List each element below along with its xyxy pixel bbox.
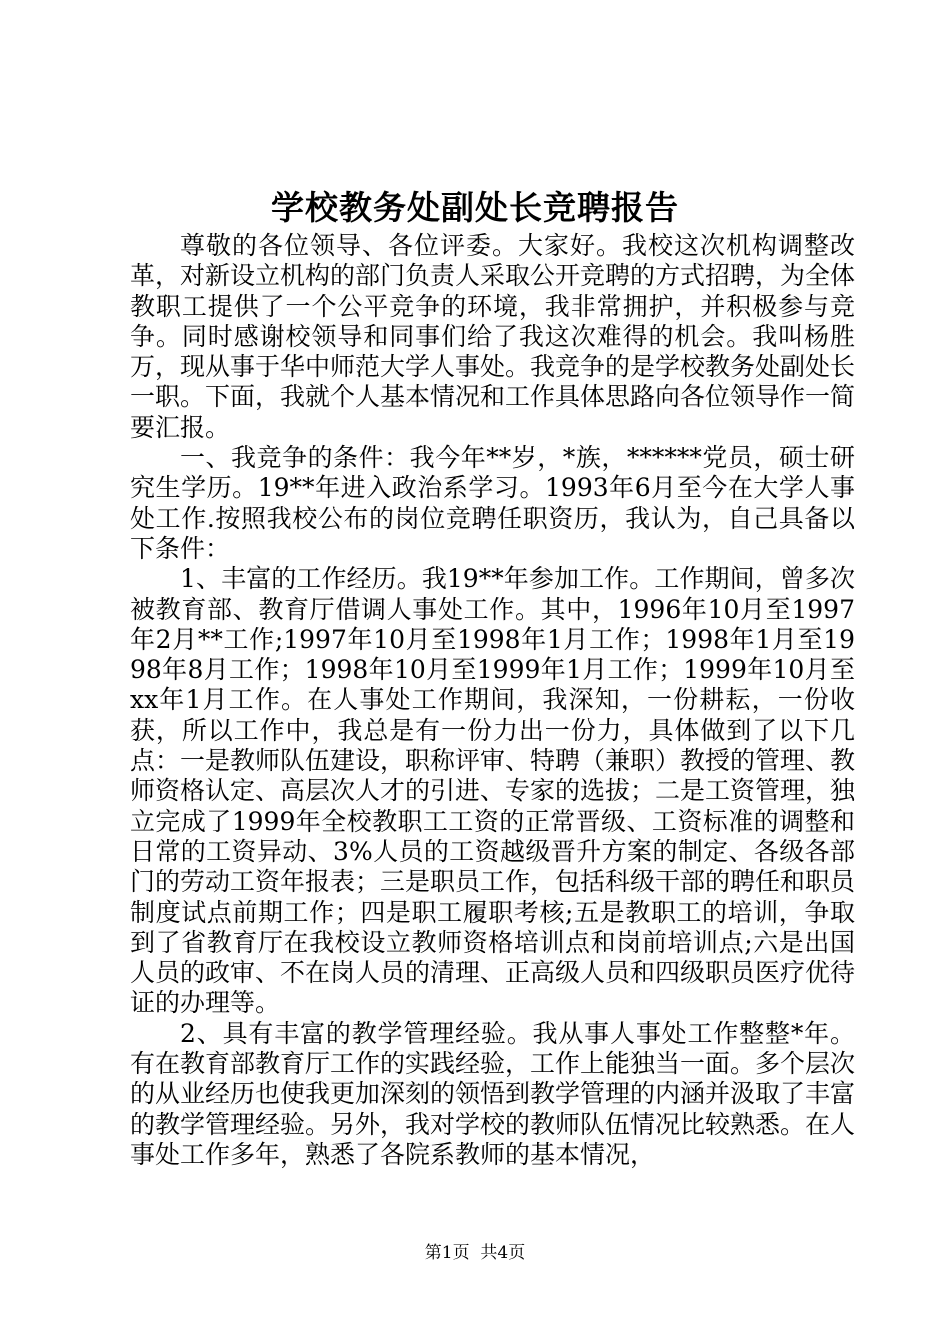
page-footer [0, 1241, 950, 1265]
page-number: 第1页 [424, 1243, 470, 1263]
paragraph-greeting: 尊敬的各位领导、各位评委。大家好。我校这次机构调整改革，对新设立机构的部门负责人采取公开竞聘的方式招聘，为全体教职工提供了一个公平竞争的环境，我非常拥护，并积极参与竞争。同时感谢校领导和同事们给了我这次难得的机会。我叫杨胜万，现从事于华中师范大学人事处。我竞争的是学校教务处副处长一职。下面，我就个人基本情况和工作具体思路向各位领导作一简要汇报。 [130, 231, 856, 442]
paragraph-conditions: 一、我竞争的条件：我今年**岁，*族，******党员，硕士研究生学历。19**年进入政治系学习。1993年6月至今在大学人事处工作.按照我校公布的岗位竞聘任职资历，我认为，自己具备以下条件： [130, 443, 855, 563]
paragraph-management-experience: 2、具有丰富的教学管理经验。我从事人事处工作整整*年。有在教育部教育厅工作的实践经验，工作上能独当一面。多个层次的从业经历也使我更加深刻的领悟到教学管理的内涵并汲取了丰富的教学管理经验。另外，我对学校的教师队伍情况比较熟悉。在人事处工作多年，熟悉了各院系教师的基本情况， [130, 1018, 856, 1169]
document-title: 学校教务处副处长竞聘报告 [271, 188, 679, 227]
paragraph-work-experience: 1、丰富的工作经历。我19**年参加工作。工作期间，曾多次被教育部、教育厅借调人事处工作。其中，1996年10月至1997年2月**工作;1997年10月至1998年1月工作；1998年1月至1998年8月工作；1998年10月至1999年1月工作；1999年10月至xx年1月工作。在人事处工作期间，我深知，一份耕耘，一份收获，所以工作中，我总是有一份力出一份力，具体做到了以下几点：一是教师队伍建设，职称评审、特聘（兼职）教授的管理、教师资格认定、高层次人才的引进、专家的选拔；二是工资管理，独立完成了1999年全校教职工工资的正常晋级、工资标准的调整和日常的工资异动、3%人员的工资越级晋升方案的制定、各级各部门的劳动工资年报表；三是职员工作，包括科级干部的聘任和职员制度试点前期工作；四是职工履职考核;五是教职工的培训，争取到了省教育厅在我校设立教师资格培训点和岗前培训点;六是出国人员的政审、不在岗人员的清理、正高级人员和四级职员医疗优待证的办理等。 [130, 564, 856, 1018]
footer-spacer [470, 1243, 481, 1263]
page-total: 共4页 [480, 1243, 526, 1263]
document-body [130, 231, 855, 1170]
